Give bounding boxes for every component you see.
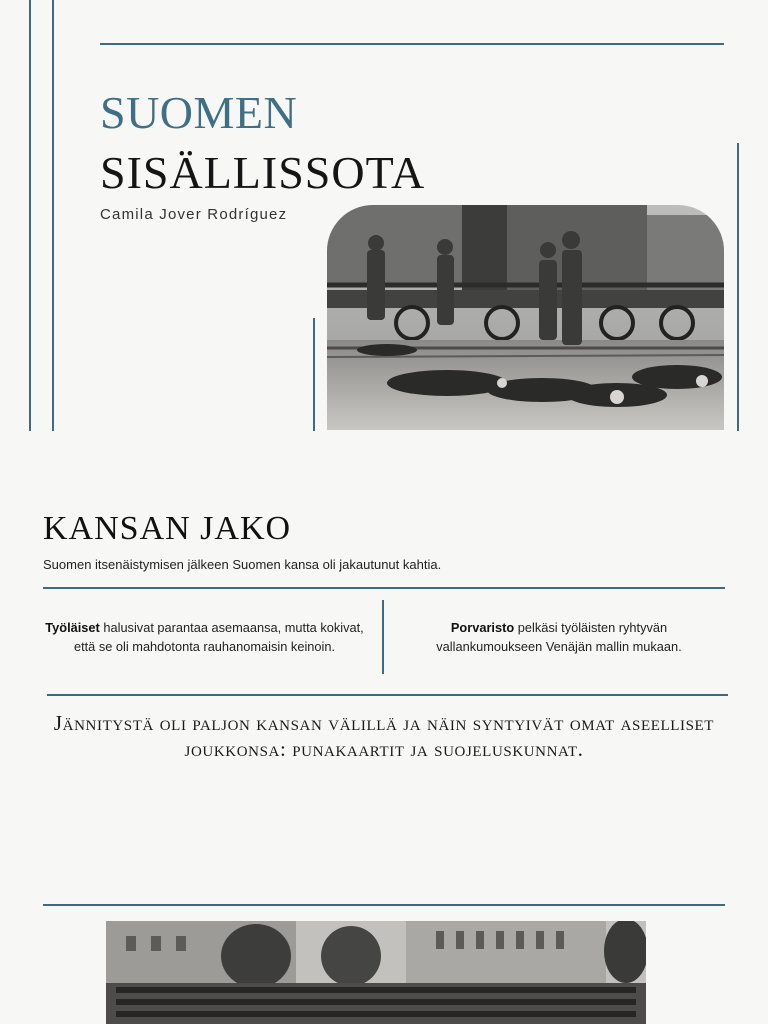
photo-parade-illustration bbox=[106, 921, 646, 1024]
right-column-body: pelkäsi työläisten ryhtyvän vallankumoukseen Venäjän mallin mukaan. bbox=[436, 620, 682, 654]
left-border-line-inner bbox=[52, 0, 54, 431]
right-column-bold: Porvaristo bbox=[450, 620, 515, 635]
title-line-1: SUOMEN bbox=[100, 87, 298, 138]
left-border-line-outer bbox=[29, 0, 31, 431]
section-intro: Suomen itsenäistymisen jälkeen Suomen kansa oli jakautunut kahtia. bbox=[43, 557, 442, 572]
left-column-body: halusivat parantaa asemaansa, mutta kokivat, että se oli mahdotonta rauhanomaisin keinoin. bbox=[73, 620, 364, 654]
photo-train-illustration bbox=[327, 205, 724, 430]
section-divider-bottom bbox=[47, 694, 728, 696]
quote-text: Jännitystä oli paljon kansan välillä ja näin syntyivät omat aseelliset joukkonsa: punakaartit ja suojeluskunnat. bbox=[53, 711, 715, 761]
right-border-line bbox=[737, 143, 739, 431]
historical-photo-train bbox=[327, 205, 724, 430]
photo-left-line bbox=[313, 318, 315, 431]
top-divider bbox=[100, 43, 724, 45]
right-column-text bbox=[398, 618, 720, 656]
section-title: KANSAN JAKO bbox=[43, 510, 292, 547]
historical-photo-parade bbox=[106, 921, 646, 1024]
section-divider-top bbox=[43, 587, 725, 589]
author-name: Camila Jover Rodríguez bbox=[100, 206, 288, 223]
lower-divider bbox=[43, 904, 725, 906]
left-column-text bbox=[43, 618, 366, 656]
left-column-bold: Työläiset bbox=[45, 620, 100, 635]
column-divider bbox=[382, 600, 384, 674]
title-line-2: SISÄLLISSOTA bbox=[100, 147, 426, 198]
